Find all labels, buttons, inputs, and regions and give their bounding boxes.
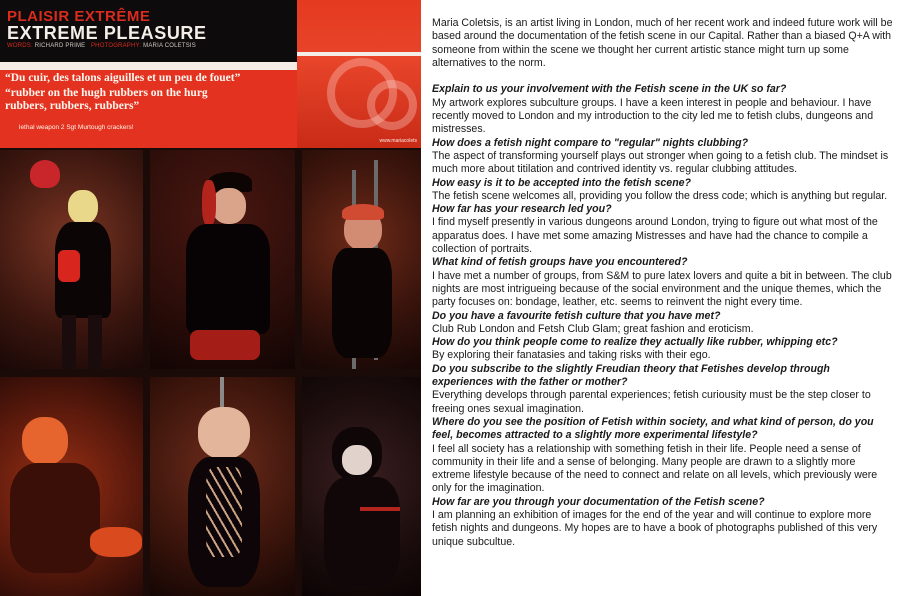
question: What kind of fetish groups have you encountered? [432, 256, 688, 269]
question: Do you subscribe to the slightly Freudian theory that Fetishes develop through experiences with the father or mother? [432, 362, 830, 389]
credits-words-label: WORDS: [7, 43, 33, 49]
photo-red-light-figure [0, 377, 143, 596]
pull-quote-attribution: lethal weapon 2 Sgt Murtough crackers! [19, 124, 134, 131]
answer: Everything develops through parental experiences; fetish curiousity must be the step closer to freeing ones sexual imagination. [432, 389, 871, 415]
photo-latex-nurse [0, 150, 143, 369]
photo-leather-cap [150, 150, 295, 369]
answer: The aspect of transforming yourself plays out stronger when going to a fetish club. The mindset is much more about titilation and contrived identity vs. regular clubbing attitudes. [432, 149, 889, 176]
magazine-page-image [0, 0, 421, 596]
answer: Club Rub London and Fetsh Club Glam; great fashion and eroticism. [432, 322, 754, 335]
answer: I find myself presently in various dungeons around London, trying to figure out what most of the apparatus does. I have met some amazing Mistresses and have had the chance to compile a collection of portraits. [432, 216, 878, 256]
question: How far are you through your documentation of the Fetish scene? [432, 495, 765, 508]
interview-text [432, 17, 894, 549]
photo-harness-figure [150, 377, 295, 596]
credits-photo-label: PHOTOGRAPHY: [90, 43, 142, 49]
credits-photo-by: MARIA COLETSIS [143, 43, 196, 49]
answer: By exploring their fanatasies and taking risks with their ego. [432, 349, 711, 362]
magazine-title-french: PLAISIR EXTRÊME [7, 8, 151, 25]
question: How does a fetish night compare to "regular" nights clubbing? [432, 136, 749, 149]
pull-quote-english: “rubber on the hugh rubbers on the hurg rubbers, rubbers, rubbers” [5, 87, 208, 112]
pull-quote-panel [0, 62, 297, 148]
red-graphic-photo [297, 0, 421, 148]
answer: The fetish scene welcomes all, providing you follow the dress code; which is anything but regular. [432, 189, 888, 202]
photo-latex-hood [302, 377, 421, 596]
photo-chained-figure [302, 150, 421, 369]
answer: My artwork explores subculture groups. I have a keen interest in people and behaviour. I have recently moved to London and my introduction to the city led me to fetish clubs, dungeons and mistresses. [432, 96, 874, 136]
site-url-watermark: www.mariacolets [379, 138, 417, 144]
question: How far has your research led you? [432, 203, 612, 216]
magazine-title-block [0, 0, 297, 62]
magazine-title-english: EXTREME PLEASURE [7, 23, 207, 43]
magazine-credits [7, 43, 196, 49]
article-intro: Maria Coletsis, is an artist living in London, much of her recent work and indeed future work will be based around the documentation of the fetish scene in our Capital. Rather than a biased Q+A with someone from within the scene we thought her current artistic stance might turn up some alternatives to the norm. [432, 17, 893, 69]
question: Do you have a favourite fetish culture that you have met? [432, 309, 721, 322]
question: How easy is it to be accepted into the fetish scene? [432, 176, 692, 189]
answer: I have met a number of groups, from S&M to pure latex lovers and quite a bit in between. The club nights are most intrigueing because of the social environment and the unique themes, which the party focuses on: bondage, leather, etc. seems to reinvent the night every time. [432, 269, 892, 309]
pull-quote-french: “Du cuir, des talons aiguilles et un peu de fouet” [5, 72, 241, 84]
answer: I feel all society has a relationship with something fetish in their life. People need a sense of community in their life and a sense of belonging. Many people are drawn to a slightly more extreme lifestyle because of the need to connect and relate on all levels, which previously were only for the imagination. [432, 442, 878, 495]
question: How do you think people come to realize they actually like rubber, whipping etc? [432, 336, 838, 349]
credits-words-by: RICHARD PRIME [34, 43, 86, 49]
question: Explain to us your involvement with the Fetish scene in the UK so far? [432, 83, 787, 96]
answer: I am planning an exhibition of images for the end of the year and will continue to explore more fetish nights and dungeons. My hopes are to have a book of photographs published of this very unique subcultue. [432, 508, 878, 548]
question: Where do you see the position of Fetish within society, and what kind of person, do you feel, becomes attracted to a slightly more experimental lifestyle? [432, 415, 874, 442]
